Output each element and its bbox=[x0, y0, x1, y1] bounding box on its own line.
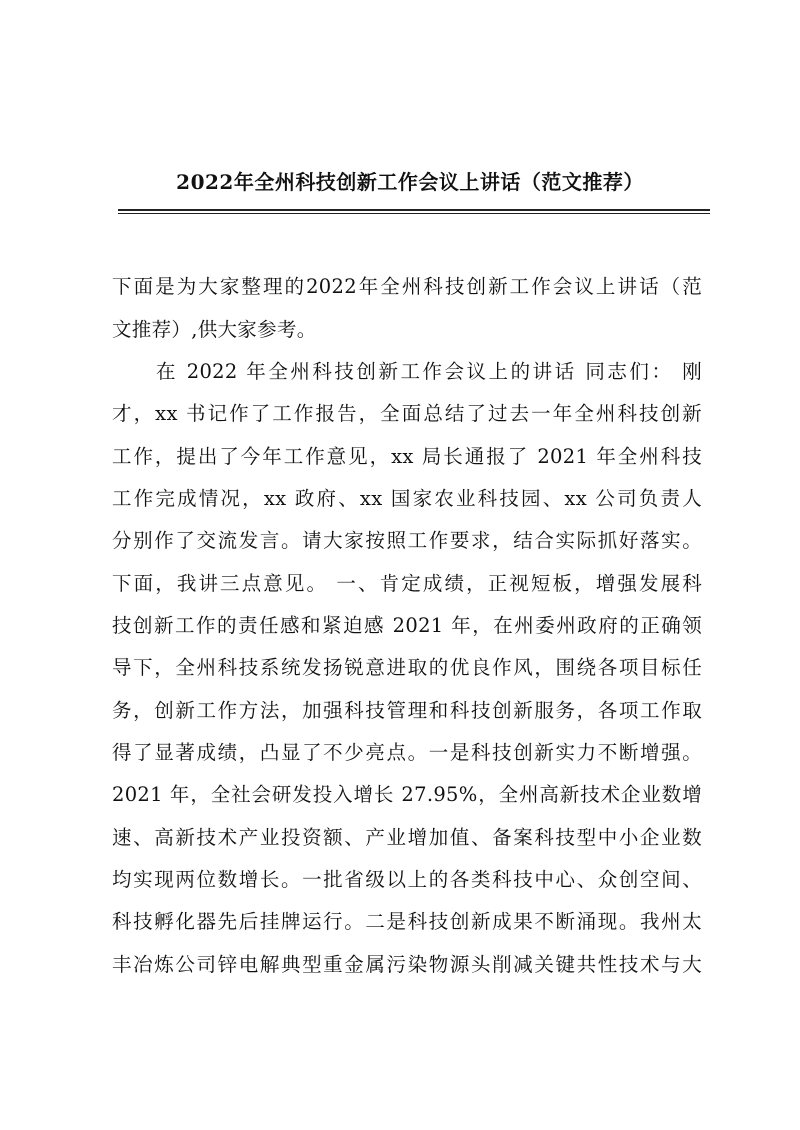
body-line: 文推荐）,供大家参考。 bbox=[112, 318, 317, 341]
title-divider-thin bbox=[118, 213, 710, 214]
body-line: 分别作了交流发言。请大家按照工作要求，结合实际抓好落实。 bbox=[112, 529, 702, 552]
body-line: 科技孵化器先后挂牌运行。二是科技创新成果不断涌现。我州太 bbox=[112, 910, 702, 933]
title-divider-thick bbox=[118, 209, 710, 211]
body-line: 才，xx 书记作了工作报告，全面总结了过去一年全州科技创新 bbox=[112, 402, 702, 425]
body-line: 下面，我讲三点意见。 一、肯定成绩，正视短板，增强发展科 bbox=[112, 572, 702, 595]
body-line: 工作，提出了今年工作意见，xx 局长通报了 2021 年全州科技 bbox=[112, 445, 702, 468]
body-line: 工作完成情况，xx 政府、xx 国家农业科技园、xx 公司负责人 bbox=[112, 487, 702, 510]
body-line: 技创新工作的责任感和紧迫感 2021 年，在州委州政府的正确领 bbox=[112, 614, 702, 637]
body-line: 下面是为大家整理的2022年全州科技创新工作会议上讲话（范 bbox=[112, 275, 702, 298]
body-line: 得了显著成绩，凸显了不少亮点。一是科技创新实力不断增强。 bbox=[112, 741, 702, 764]
body-line: 导下，全州科技系统发扬锐意进取的优良作风，围绕各项目标任 bbox=[112, 656, 702, 679]
body-line: 均实现两位数增长。一批省级以上的各类科技中心、众创空间、 bbox=[112, 868, 702, 891]
body-line: 速、高新技术产业投资额、产业增加值、备案科技型中小企业数 bbox=[112, 826, 702, 849]
body-line: 在 2022 年全州科技创新工作会议上的讲话 同志们： 刚 bbox=[156, 360, 702, 383]
body-line: 丰冶炼公司锌电解典型重金属污染物源头削减关键共性技术与大 bbox=[112, 953, 702, 976]
document-title: 2022年全州科技创新工作会议上讲话（范文推荐） bbox=[176, 170, 644, 194]
title-divider bbox=[118, 209, 710, 215]
body-line: 2021 年，全社会研发投入增长 27.95%，全州高新技术企业数增 bbox=[112, 783, 702, 806]
body-line: 务，创新工作方法，加强科技管理和科技创新服务，各项工作取 bbox=[112, 699, 702, 722]
